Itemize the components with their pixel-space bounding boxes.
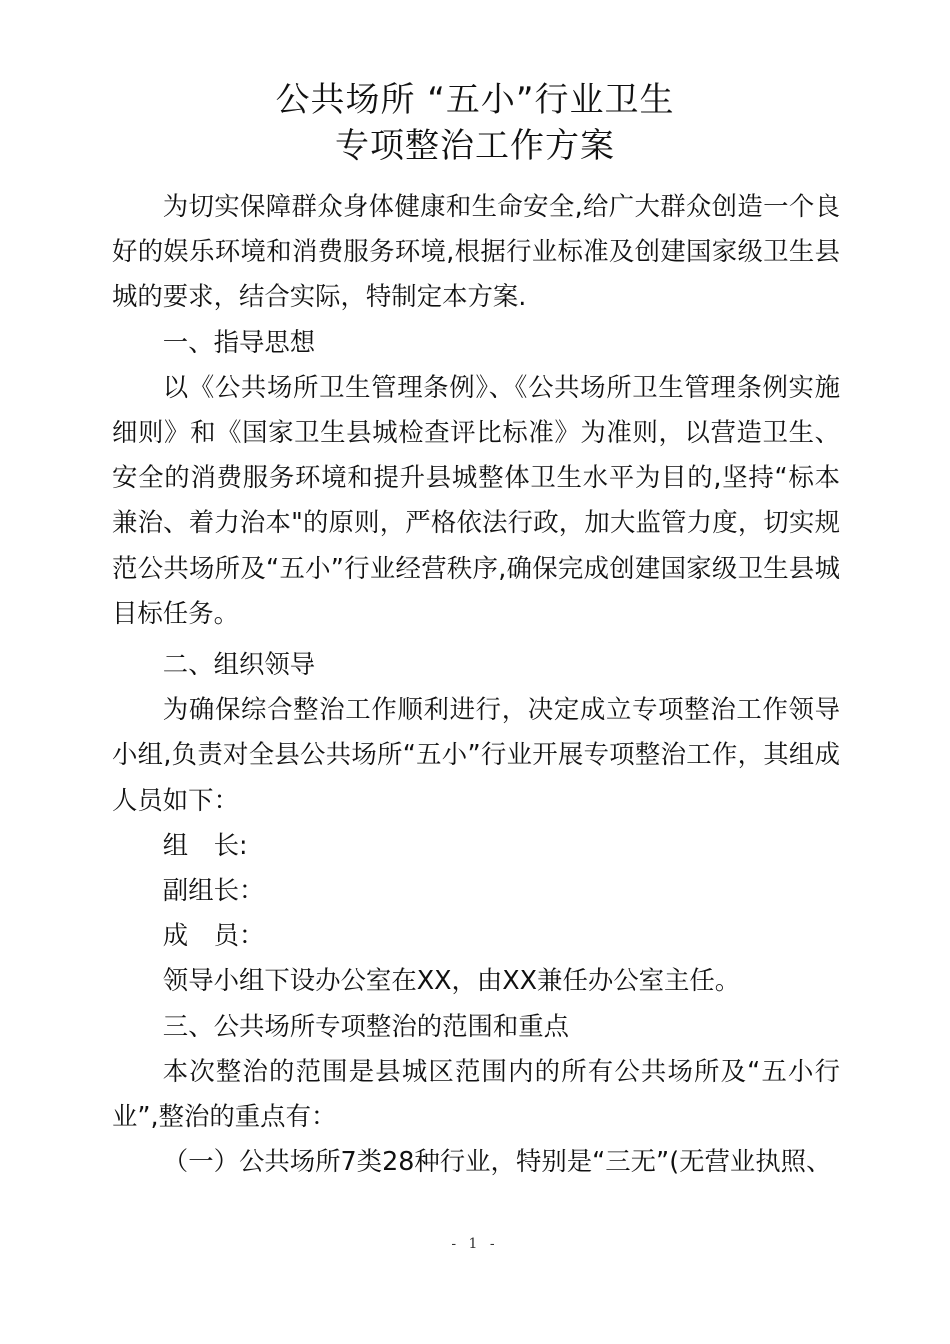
section-heading-scope: 三、公共场所专项整治的范围和重点 xyxy=(162,1010,570,1041)
section-heading-guiding-ideology: 一、指导思想 xyxy=(162,326,316,357)
deputy-leader-line: 副组长： xyxy=(162,875,265,906)
section-heading-organization: 二、组织领导 xyxy=(162,649,316,680)
scope-paragraph: 本次整治的范围是县城区范围内的所有公共场所及“五小行业”,整治的重点有： xyxy=(112,1055,840,1132)
member-line: 成 员： xyxy=(162,920,265,951)
document-body xyxy=(112,184,840,1184)
document-title-line-2: 专项整治工作方案 xyxy=(335,126,615,166)
guiding-ideology-paragraph: 以《公共场所卫生管理条例》、《公共场所卫生管理条例实施细则》和《国家卫生县城检查评比标准》为准则，以营造卫生、安全的消费服务环境和提升县城整体卫生水平为目的,坚持“标本兼治、着力治本"的原则，严格依法行政，加大监管力度，切实规范公共场所及“五小”行业经营秩序,确保完成创建国家级卫生县城目标任务。 xyxy=(112,371,840,628)
office-line: 领导小组下设办公室在XX，由XX兼任办公室主任。 xyxy=(162,965,741,996)
page-number: - 1 - xyxy=(451,1236,499,1252)
scope-item-1: （一）公共场所7类28种行业，特别是“三无”(无营业执照、 xyxy=(162,1146,832,1177)
intro-paragraph: 为切实保障群众身体健康和生命安全,给广大群众创造一个良好的娱乐环境和消费服务环境,根据行业标准及创建国家级卫生县城的要求，结合实际，特制定本方案. xyxy=(112,191,840,312)
document-title-line-1: 公共场所 “五小”行业卫生 xyxy=(275,80,675,120)
leader-line: 组 长: xyxy=(162,829,248,860)
organization-paragraph: 为确保综合整治工作顺利进行，决定成立专项整治工作领导小组,负责对全县公共场所“五小”行业开展专项整治工作，其组成人员如下： xyxy=(112,694,840,815)
